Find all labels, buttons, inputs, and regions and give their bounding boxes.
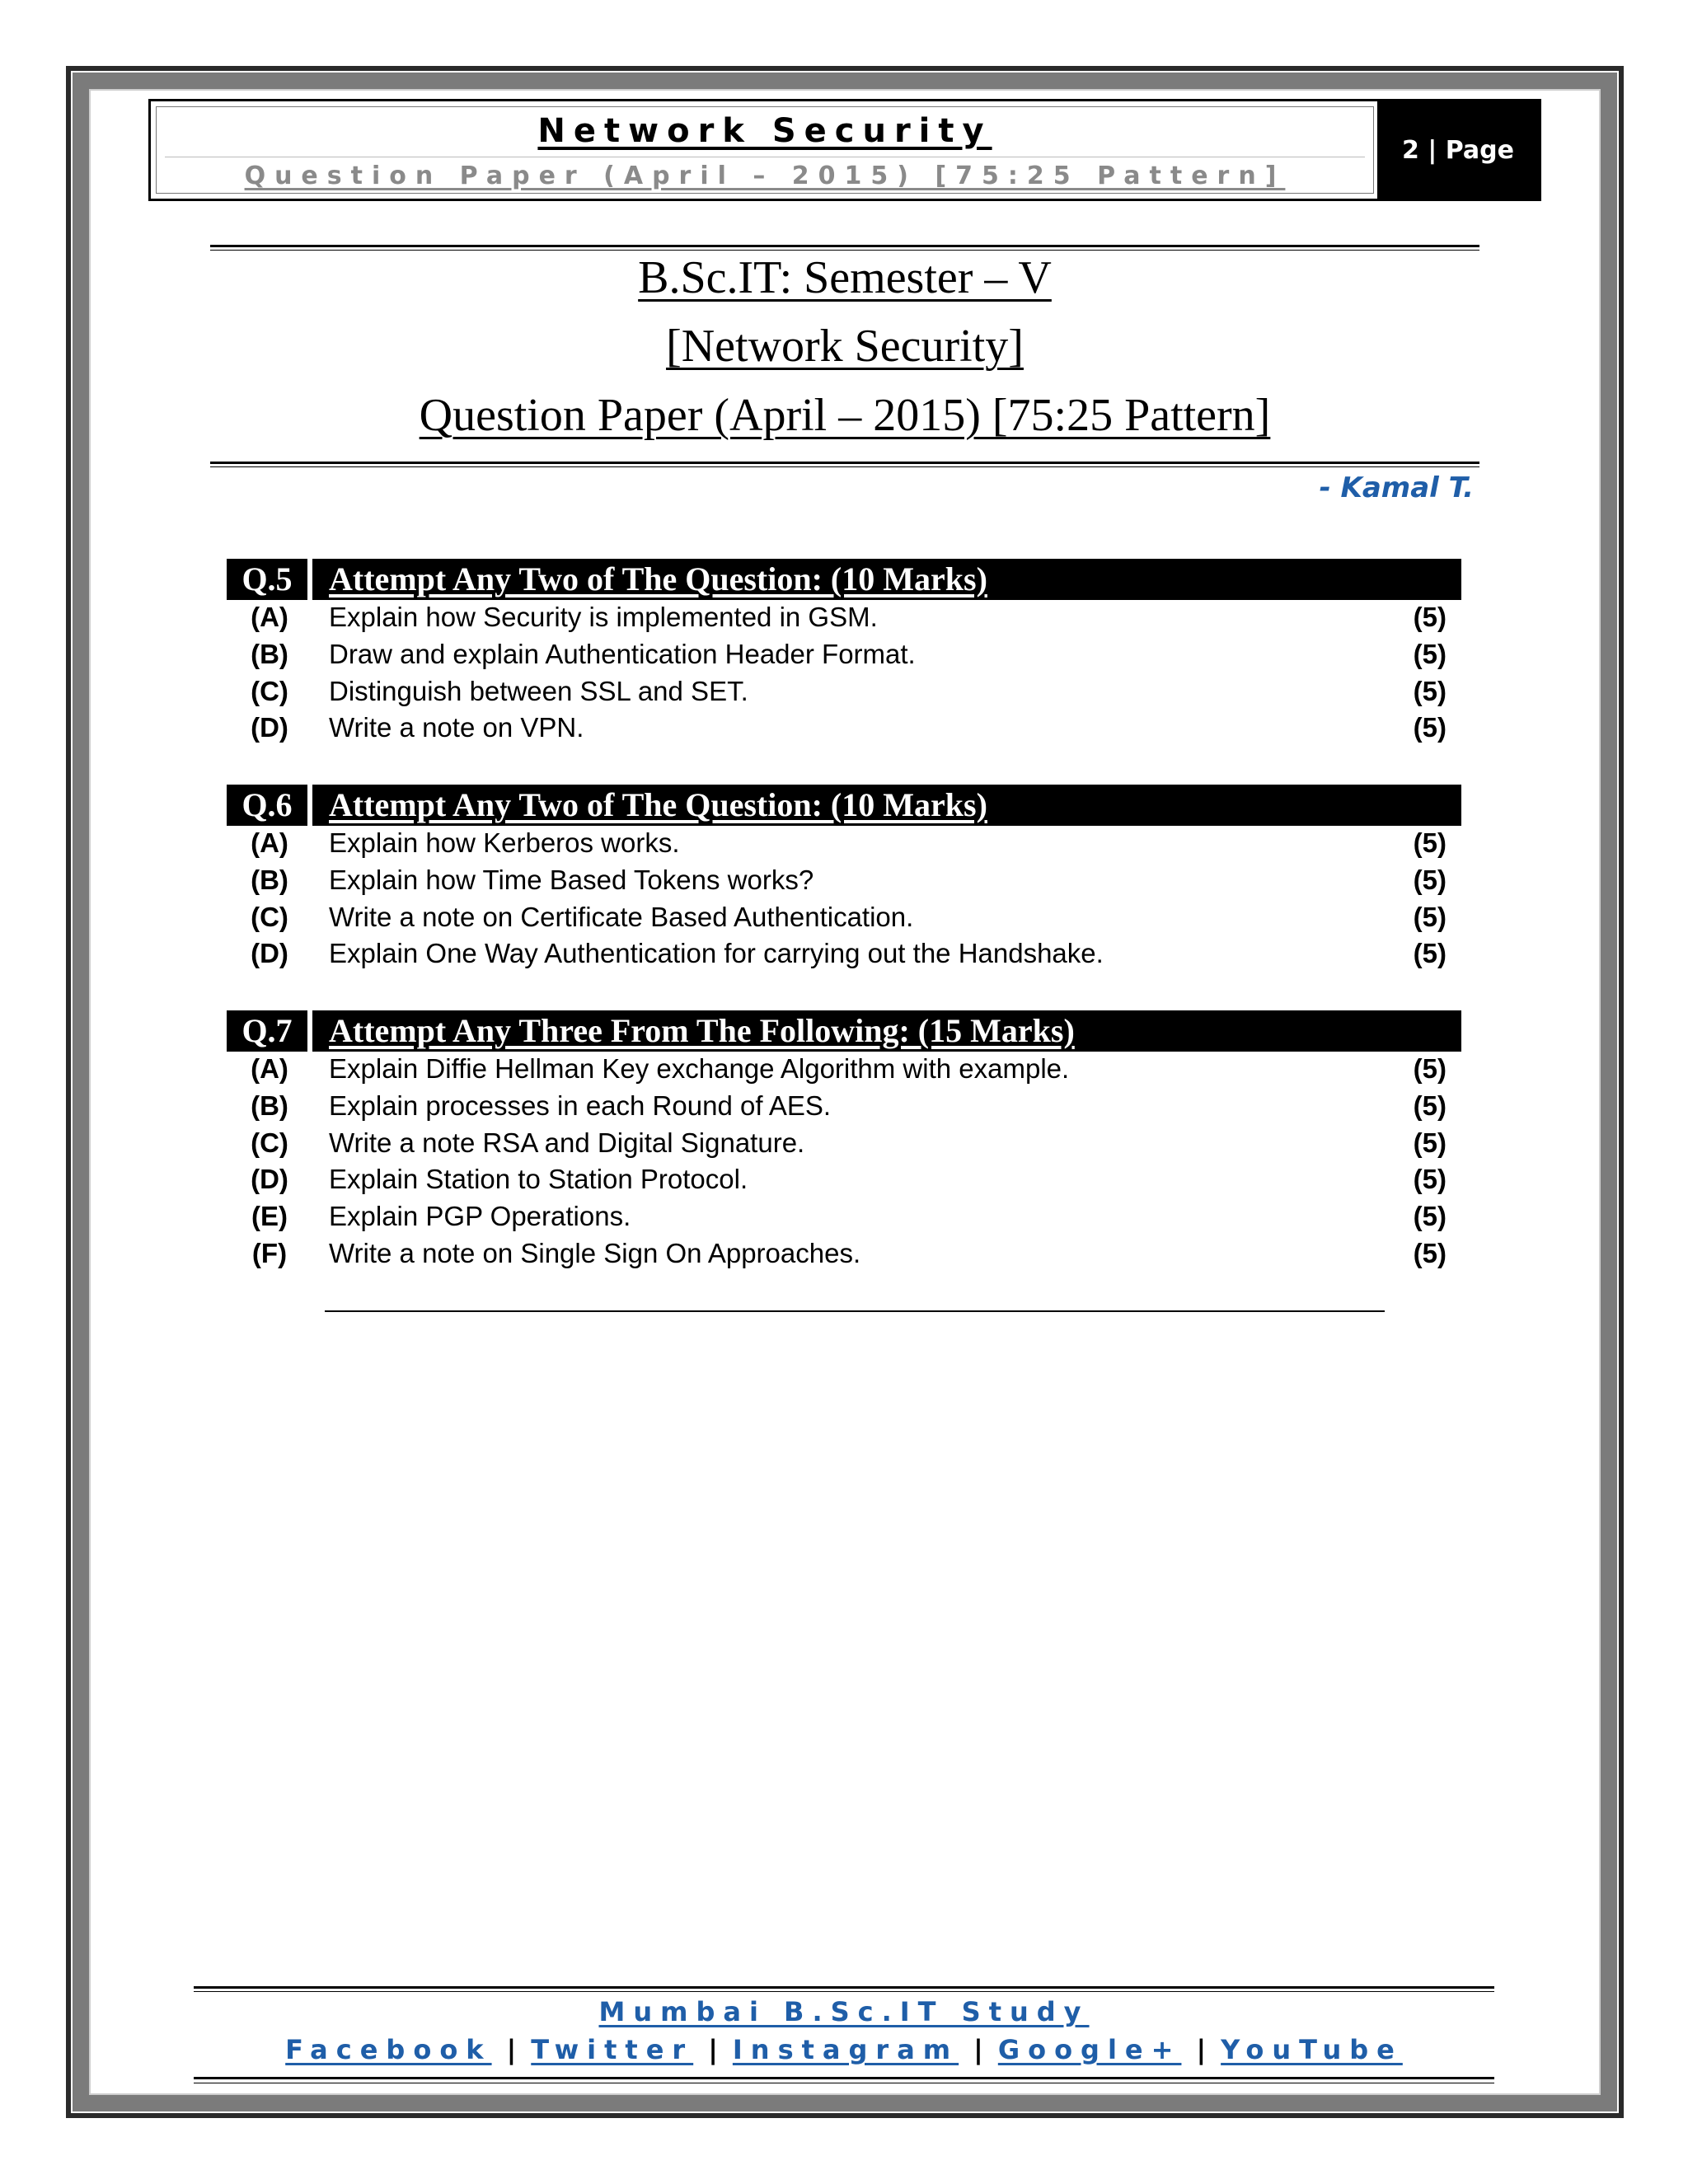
question-item-text: Write a note on Single Sign On Approaches. [329, 1238, 861, 1268]
question-item [227, 635, 1455, 673]
footer-separator: | [506, 2034, 517, 2065]
question-item-marks: (5) [1413, 1053, 1447, 1084]
header-title: Network Security [537, 112, 992, 150]
page-number-badge: 2 | Page [1377, 101, 1539, 199]
question-item [227, 1087, 1455, 1124]
title-bottom-rule [210, 462, 1479, 467]
question-number: Q.6 [227, 785, 312, 826]
question-item-letter: (D) [251, 1164, 288, 1195]
question-heading: Attempt Any Two of The Question: (10 Marks) [329, 560, 987, 598]
question-item [227, 1050, 1455, 1087]
question-item-text: Write a note on VPN. [329, 712, 584, 743]
instagram-link[interactable]: Instagram [732, 2034, 959, 2065]
question-item-text: Write a note RSA and Digital Signature. [329, 1127, 805, 1158]
question-item-marks: (5) [1413, 1201, 1447, 1232]
question-item-letter: (A) [251, 602, 288, 632]
question-item [227, 673, 1455, 710]
question-item-marks: (5) [1413, 1090, 1447, 1121]
facebook-link[interactable]: Facebook [285, 2034, 492, 2065]
footer-bottom-rule [194, 2077, 1494, 2079]
title-top-rule [210, 245, 1479, 251]
author-name: - Kamal T. [1319, 471, 1474, 504]
question-item-letter: (D) [251, 938, 288, 969]
page-header [148, 99, 1541, 201]
question-item-letter: (E) [251, 1201, 288, 1232]
question-item-letter: (A) [251, 827, 288, 858]
question-item [227, 898, 1455, 935]
question-item-text: Explain how Kerberos works. [329, 827, 680, 858]
footer-separator: | [973, 2034, 983, 2065]
question-item-text: Write a note on Certificate Based Authentication. [329, 901, 914, 932]
question-heading: Attempt Any Three From The Following: (15 Marks) [329, 1012, 1075, 1049]
question-item-letter: (C) [251, 675, 288, 706]
question-item [227, 1235, 1455, 1272]
question-item-text: Explain One Way Authentication for carrying out the Handshake. [329, 938, 1104, 969]
question-item [227, 1160, 1455, 1197]
footer-top-rule-thin [194, 1991, 1494, 1992]
footer-separator: | [708, 2034, 718, 2065]
question-item-marks: (5) [1413, 938, 1447, 969]
question-heading: Attempt Any Two of The Question: (10 Marks) [329, 786, 987, 823]
question-item-letter: (B) [251, 638, 288, 669]
google-plus-link[interactable]: Google+ [997, 2034, 1182, 2065]
question-item-text: Explain PGP Operations. [329, 1201, 631, 1232]
twitter-link[interactable]: Twitter [531, 2034, 694, 2065]
question-item-letter: (B) [251, 1090, 288, 1121]
question-item [227, 598, 1455, 635]
header-title-box [156, 106, 1374, 194]
question-item-text: Draw and explain Authentication Header Format. [329, 638, 916, 669]
question-item-letter: (C) [251, 1127, 288, 1158]
question-item-marks: (5) [1413, 712, 1447, 743]
question-item-marks: (5) [1413, 638, 1447, 669]
question-item-marks: (5) [1413, 864, 1447, 895]
title-line-3: Question Paper (April – 2015) [75:25 Pattern] [419, 390, 1271, 441]
question-item-marks: (5) [1413, 827, 1447, 858]
question-item [227, 1197, 1455, 1235]
question-item-text: Explain how Time Based Tokens works? [329, 864, 814, 895]
header-subtitle: Question Paper (April – 2015) [75:25 Pattern] [244, 162, 1286, 190]
question-item [227, 935, 1455, 972]
question-item-letter: (A) [251, 1053, 288, 1084]
question-header-bar [227, 559, 1461, 600]
question-item-text: Explain Diffie Hellman Key exchange Algorithm with example. [329, 1053, 1070, 1084]
question-header-bar [227, 785, 1461, 826]
question-item-marks: (5) [1413, 901, 1447, 932]
question-item-letter: (F) [251, 1238, 288, 1268]
question-item-text: Explain processes in each Round of AES. [329, 1090, 832, 1121]
footer-separator: | [1196, 2034, 1207, 2065]
title-line-1: B.Sc.IT: Semester – V [638, 252, 1052, 303]
question-item-text: Distinguish between SSL and SET. [329, 675, 748, 706]
footer-social-links [194, 2034, 1494, 2065]
question-number: Q.7 [227, 1010, 312, 1052]
question-item [227, 709, 1455, 746]
question-item-letter: (C) [251, 901, 288, 932]
question-item-text: Explain Station to Station Protocol. [329, 1164, 748, 1195]
question-item [227, 1124, 1455, 1161]
title-line-2: [Network Security] [666, 321, 1024, 372]
question-item-letter: (D) [251, 712, 288, 743]
question-item [227, 861, 1455, 898]
youtube-link[interactable]: YouTube [1221, 2034, 1403, 2065]
question-item-marks: (5) [1413, 1238, 1447, 1268]
footer-title[interactable]: Mumbai B.Sc.IT Study [598, 1996, 1090, 2027]
question-item-text: Explain how Security is implemented in GSM. [329, 602, 878, 632]
question-header-bar [227, 1010, 1461, 1052]
question-item-marks: (5) [1413, 1127, 1447, 1158]
question-item-marks: (5) [1413, 602, 1447, 632]
question-item-marks: (5) [1413, 675, 1447, 706]
end-of-questions-rule [325, 1310, 1385, 1312]
footer-top-rule [194, 1986, 1494, 1989]
question-item-marks: (5) [1413, 1164, 1447, 1195]
question-number: Q.5 [227, 559, 312, 600]
question-item-letter: (B) [251, 864, 288, 895]
question-item [227, 824, 1455, 861]
